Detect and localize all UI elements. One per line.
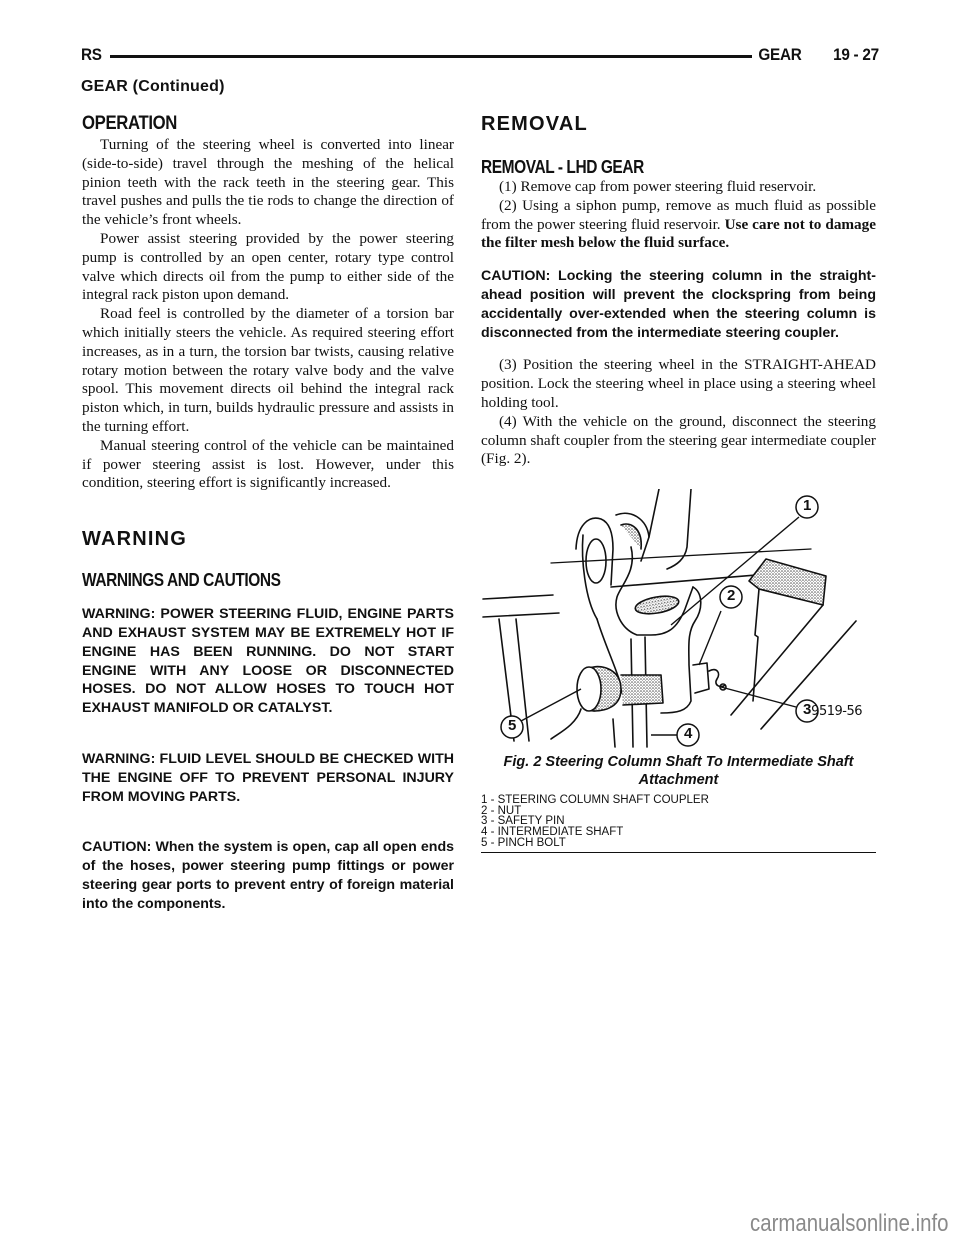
warning-notice-fluid-level: WARNING: FLUID LEVEL SHOULD BE CHECKED WITH THE ENGINE OFF TO PREVENT PERSONAL INJURY FROM MOVING PARTS.	[82, 750, 454, 805]
legend-item: 1 - STEERING COLUMN SHAFT COUPLER	[481, 794, 709, 807]
running-header	[81, 44, 879, 66]
figure-legend	[481, 795, 876, 853]
callout-1: 1	[803, 497, 812, 515]
page-number: 19 - 27	[833, 45, 879, 64]
figure-caption: Fig. 2 Steering Column Shaft To Intermediate Shaft Attachment	[503, 754, 854, 789]
operation-paragraph-1: Turning of the steering wheel is converted into linear (side-to-side) travel through the meshing of the helical pinion teeth with the rack teeth in the steering gear. This travel pushes and pulls the tie rods to change the direction of the vehicle’s front wheels.	[82, 136, 454, 229]
removal-step-2: (2) Using a siphon pump, remove as much fluid as possible from the power steering fluid reservoir. Use care not to damage the filter mesh below the fluid surface.	[481, 196, 876, 252]
figure-2-illustration	[481, 489, 876, 751]
callout-3: 3	[803, 701, 812, 719]
removal-lhd-heading: REMOVAL - LHD GEAR	[481, 157, 644, 177]
removal-step-4: (4) With the vehicle on the ground, disconnect the steering column shaft coupler from the steering gear intermediate coupler (Fig. 2).	[481, 412, 876, 468]
callout-4: 4	[684, 725, 693, 743]
continued-title: GEAR (Continued)	[81, 78, 225, 95]
callout-5: 5	[508, 717, 517, 735]
caution-notice-open-system: CAUTION: When the system is open, cap all open ends of the hoses, power steering pump fittings or power steering gear ports to prevent entry of foreign material into the components.	[82, 839, 454, 912]
legend-item: 5 - PINCH BOLT	[481, 836, 566, 849]
legend-item: 4 - INTERMEDIATE SHAFT	[481, 825, 624, 838]
removal-step-1: (1) Remove cap from power steering fluid reservoir.	[499, 178, 817, 195]
watermark: carmanualsonline.info	[749, 1210, 948, 1237]
legend-item: 2 - NUT	[481, 804, 522, 817]
callout-2: 2	[727, 587, 736, 605]
drawing-code: 9519-56	[811, 704, 862, 720]
removal-heading: REMOVAL	[481, 113, 588, 135]
operation-heading: OPERATION	[82, 113, 177, 134]
warning-heading: WARNING	[82, 528, 188, 551]
removal-step-3: (3) Position the steering wheel in the STRAIGHT-AHEAD position. Lock the steering wheel in place using a steering wheel holding tool.	[481, 356, 876, 411]
left-column	[82, 112, 454, 914]
legend-item: 3 - SAFETY PIN	[481, 815, 565, 828]
warning-notice-hot-parts: WARNING: POWER STEERING FLUID, ENGINE PARTS AND EXHAUST SYSTEM MAY BE EXTREMELY HOT IF ENGINE HAS BEEN RUNNING. DO NOT START ENGINE WITH ANY LOOSE OR DISCONNECTED HOSES. DO NOT ALLOW HOSES TO TOUCH HOT EXHAUST MANIFOLD OR CATALYST.	[82, 606, 454, 717]
model-code: RS	[81, 45, 102, 64]
warnings-cautions-heading: WARNINGS AND CAUTIONS	[82, 570, 281, 591]
right-column	[481, 112, 876, 853]
header-rule	[110, 55, 752, 58]
section-name: GEAR	[758, 45, 802, 64]
caution-notice-steering-lock: CAUTION: Locking the steering column in the straight-ahead position will prevent the clockspring from being accidentally over-extended when the steering column is disconnected from the intermediate steering coupler.	[481, 268, 876, 341]
operation-paragraph-2: Power assist steering provided by the power steering pump is controlled by an open center, rotary type control valve which directs oil from the pump to either side of the integral rack piston upon demand.	[82, 229, 454, 304]
operation-paragraph-4: Manual steering control of the vehicle can be maintained if power steering assist is lost. However, under this condition, steering effort is significantly increased.	[82, 436, 454, 492]
operation-paragraph-3: Road feel is controlled by the diameter of a torsion bar which initially steers the vehicle. As required steering effort increases, as in a turn, the torsion bar twists, causing relative rotary motion between the rotary valve body and the valve spool. This movement directs oil behind the integral rack piston which, in turn, builds hydraulic pressure and assists in the turning effort.	[82, 305, 454, 435]
